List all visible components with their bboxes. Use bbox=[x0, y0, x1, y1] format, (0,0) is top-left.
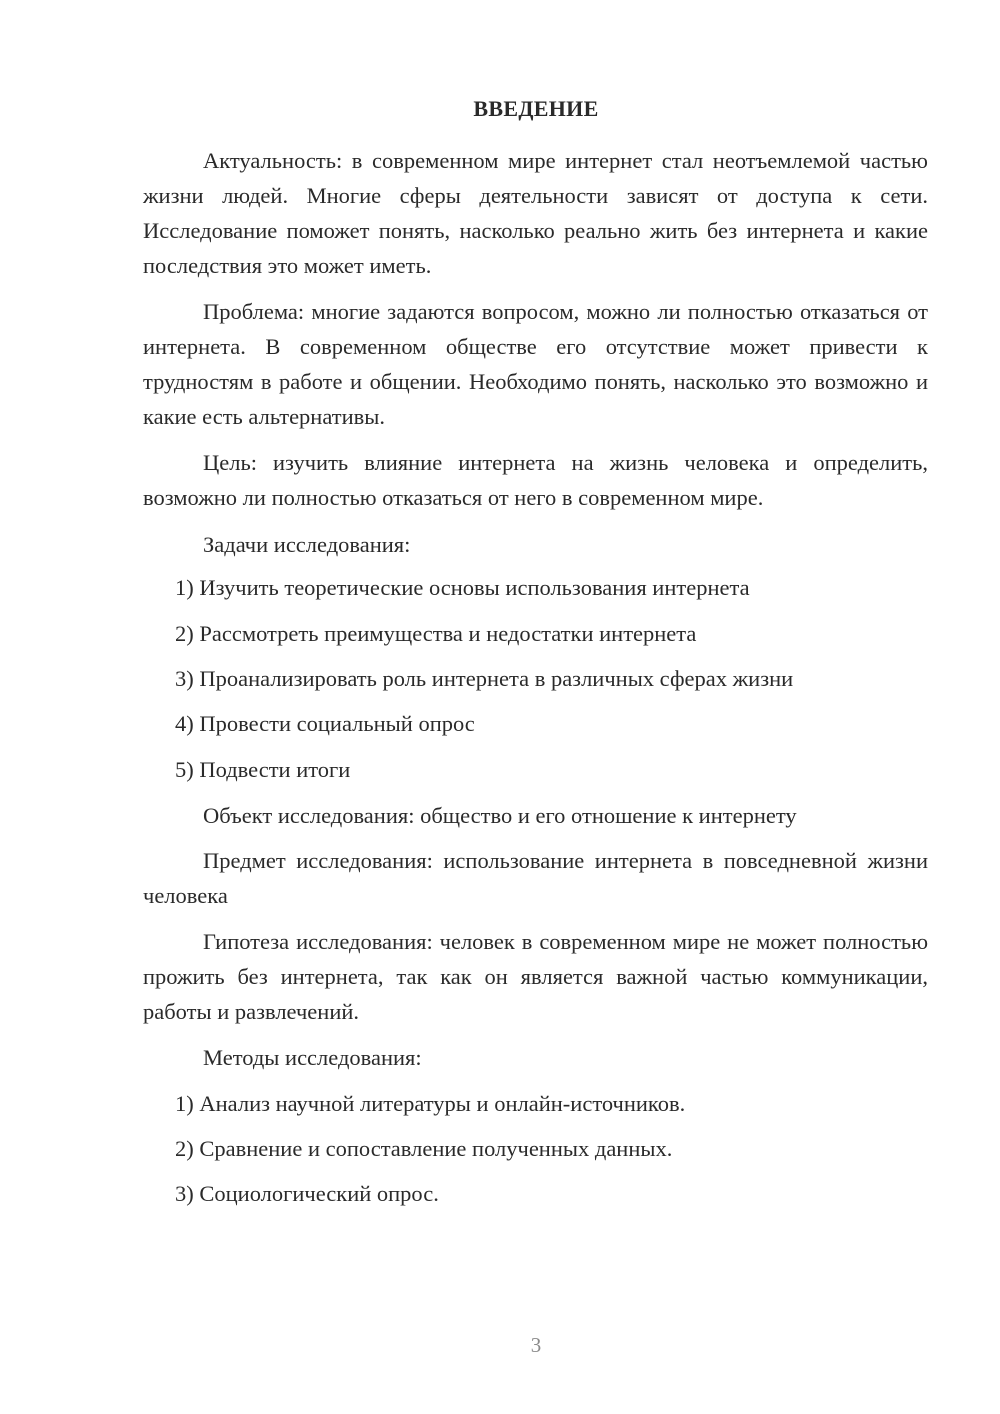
problem-paragraph: Проблема: многие задаются вопросом, можно ли полностью отказаться от интернета. В современном обществе его отсутствие может привести к трудностям в работе и общении. Необходимо понять, насколько это возможно и какие есть альтернативы. bbox=[143, 299, 928, 429]
goal-paragraph: Цель: изучить влияние интернета на жизнь человека и определить, возможно ли полностью отказаться от него в современном мире. bbox=[143, 450, 928, 510]
task-item: 4) Провести социальный опрос bbox=[175, 711, 475, 736]
method-item: 3) Социологический опрос. bbox=[175, 1181, 439, 1206]
task-item: 5) Подвести итоги bbox=[175, 757, 351, 782]
method-item: 2) Сравнение и сопоставление полученных данных. bbox=[175, 1136, 673, 1161]
tasks-heading: Задачи исследования: bbox=[203, 532, 411, 557]
methods-heading: Методы исследования: bbox=[203, 1045, 422, 1070]
task-item: 1) Изучить теоретические основы использования интернета bbox=[175, 575, 750, 600]
section-title: ВВЕДЕНИЕ bbox=[473, 96, 599, 121]
relevance-paragraph: Актуальность: в современном мире интернет стал неотъемлемой частью жизни людей. Многие сферы деятельности зависят от доступа к сети. Исследование поможет понять, насколько реально жить без интернета и какие последствия это может иметь. bbox=[143, 148, 928, 278]
task-item: 2) Рассмотреть преимущества и недостатки интернета bbox=[175, 621, 697, 646]
hypothesis-paragraph: Гипотеза исследования: человек в современном мире не может полностью прожить без интернета, так как он является важной частью коммуникации, работы и развлечений. bbox=[143, 929, 928, 1024]
object-paragraph: Объект исследования: общество и его отношение к интернету bbox=[203, 803, 797, 828]
method-item: 1) Анализ научной литературы и онлайн-источников. bbox=[175, 1091, 686, 1116]
subject-paragraph: Предмет исследования: использование интернета в повседневной жизни человека bbox=[143, 848, 928, 908]
page-number: 3 bbox=[530, 1333, 542, 1357]
task-item: 3) Проанализировать роль интернета в различных сферах жизни bbox=[175, 666, 794, 691]
